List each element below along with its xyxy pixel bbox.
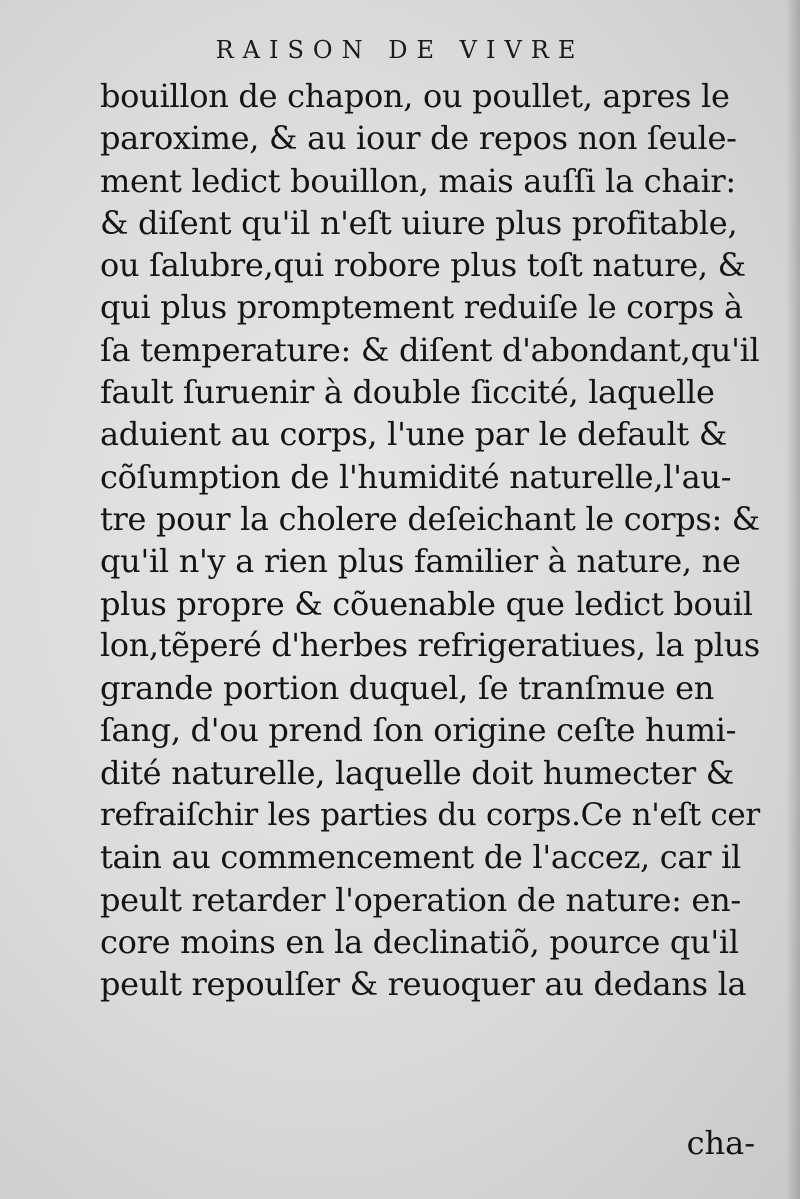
text-line: ſa temperature: & diſent d'abondant,qu'il — [100, 330, 760, 369]
text-line: ſang, d'ou prend ſon origine ceſte humi- — [100, 711, 737, 750]
text-line: ou ſalubre,qui robore plus toſt nature, & — [100, 246, 746, 285]
text-line: grande portion duquel, ſe tranſmue en — [100, 669, 715, 708]
text-line: tre pour la cholere deſeichant le corps: & — [100, 499, 760, 538]
text-line: core moins en la declinatiõ, pource qu'il — [100, 922, 739, 961]
text-line: ment ledict bouillon, mais auſſi la chair: — [100, 161, 736, 200]
text-line: dité naturelle, laquelle doit humecter & — [100, 753, 734, 792]
text-line: fault ſuruenir à double ſiccité, laquelle — [100, 373, 715, 412]
text-line: peult retarder l'operation de nature: en- — [100, 880, 741, 919]
text-line: plus propre & cõuenable que ledict bouil — [100, 584, 753, 623]
body-text — [100, 75, 760, 1006]
text-line: peult repoulſer & reuoquer au dedans la — [100, 965, 747, 1004]
text-line: tain au commencement de l'accez, car il — [100, 838, 741, 877]
text-line: lon,tẽperé d'herbes refrigeratiues, la plus — [100, 627, 760, 664]
text-line: bouillon de chapon, ou poullet, apres le — [100, 77, 730, 115]
text-line: refraiſchir les parties du corps.Ce n'eſt cer — [100, 797, 760, 834]
text-line: paroxime, & au iour de repos non ſeule- — [100, 119, 737, 158]
catchword: cha- — [686, 1124, 755, 1162]
text-line: qu'il n'y a rien plus familier à nature, ne — [100, 542, 741, 581]
text-line: qui plus promptement reduiſe le corps à — [100, 288, 743, 327]
running-head: RAISON DE VIVRE — [215, 36, 585, 64]
text-line: & diſent qu'il n'eſt uiure plus profitable, — [100, 203, 738, 242]
page-edge-shadow — [786, 0, 800, 1199]
text-line: aduient au corps, l'une par le default & — [100, 415, 728, 454]
text-line: cõſumption de l'humidité naturelle,l'au- — [100, 457, 732, 496]
